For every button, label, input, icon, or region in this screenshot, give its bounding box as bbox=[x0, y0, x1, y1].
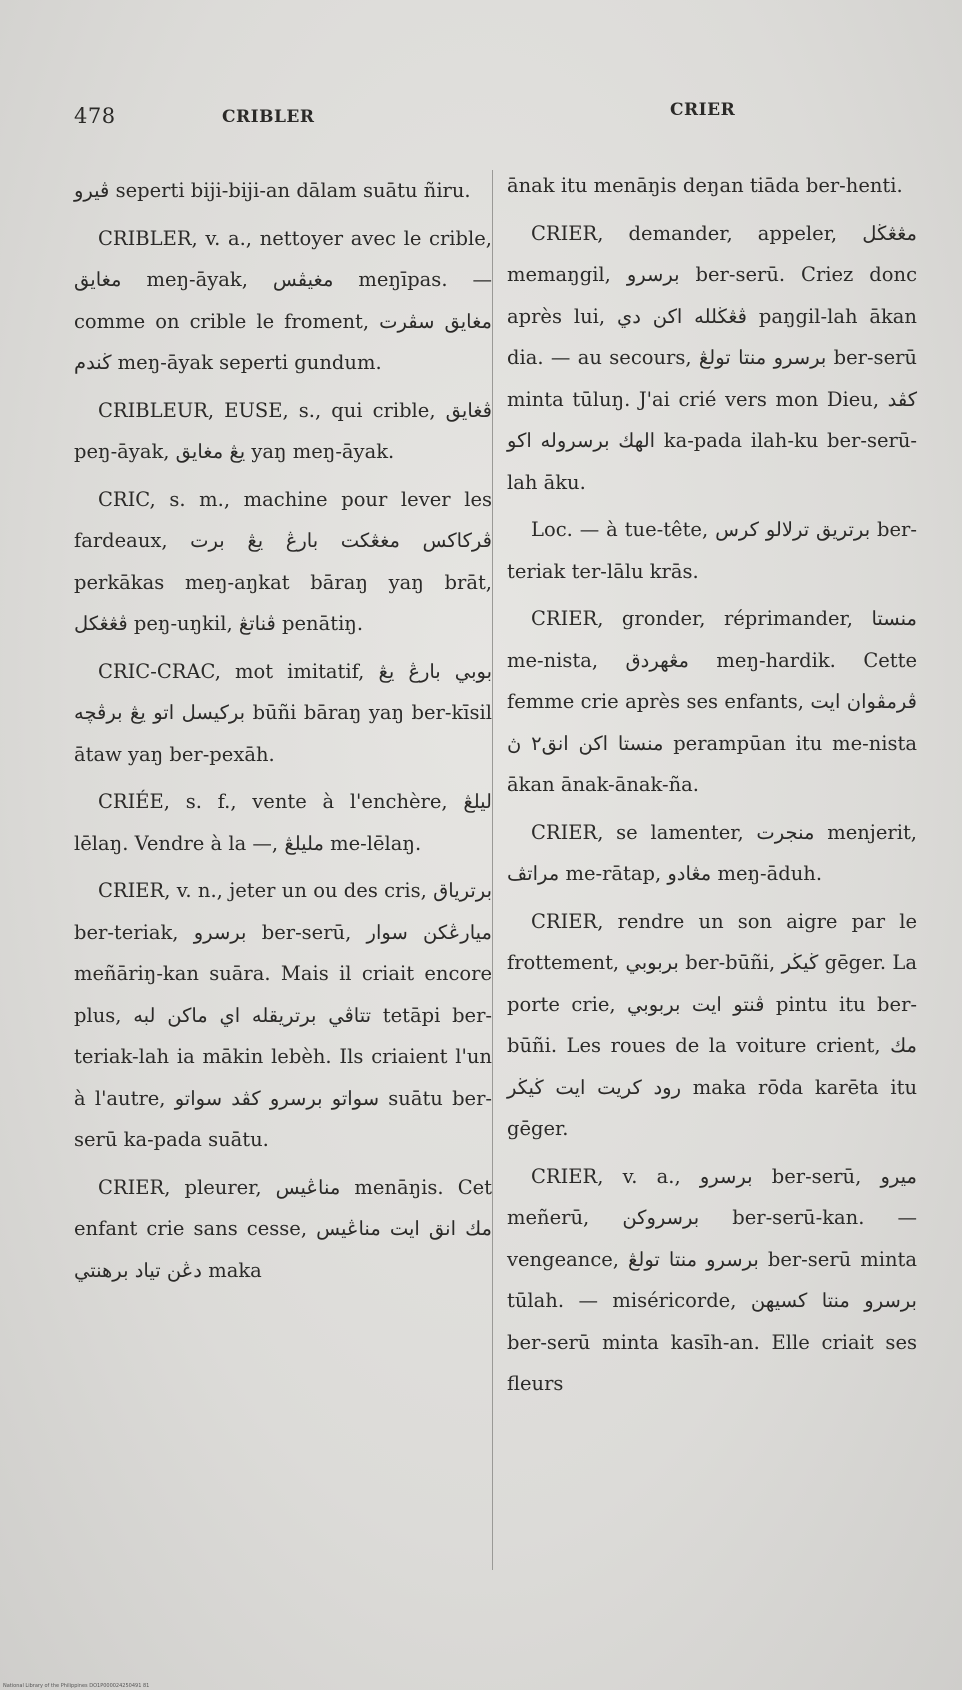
dictionary-entry: CRIBLER, v. a., nettoyer avec le crible, مغايق meŋ-āyak, مغيڤس meŋīpas. — comme on crible le froment, مغايق سڤرت ڬندم meŋ-āyak seperti gundum. bbox=[74, 226, 492, 374]
dictionary-entry: CRIBLEUR, EUSE, s., qui crible, ڤغايق peŋ-āyak, يڠ مغايق yaŋ meŋ-āyak. bbox=[74, 398, 492, 463]
right-column bbox=[507, 165, 917, 1411]
dictionary-entry: CRIC, s. m., machine pour lever les fardeaux, ڤرکاکس مغڠکت بارڠ يڠ برت perkākas meŋ-aŋkat bāraŋ yaŋ brāt, ڤڠڠکل peŋ-uŋkil, ڤناتڠ penātiŋ. bbox=[74, 487, 492, 635]
dictionary-entry: CRIER, pleurer, مناڠيس menāŋis. Cet enfant crie sans cesse, مك انق ايت مناڠيس دڠن تياد برهنتي maka bbox=[74, 1175, 492, 1282]
dictionary-entry: CRIÉE, s. f., vente à l'enchère, ليلڠ lēlaŋ. Vendre à la —, مليلڠ me-lēlaŋ. bbox=[74, 790, 492, 855]
running-head-left: CRIBLER bbox=[222, 107, 315, 127]
left-column bbox=[74, 170, 492, 1297]
dictionary-entry: CRIER, v. n., jeter un ou des cris, برترياق ber-teriak, برسرو ber-serū, ميارڠکن سوار meñāriŋ-kan suāra. Mais il criait encore plus, تتاڤي برتريقله اي ماکن لبه tetāpi ber-teriak-lah ia mākin lebèh. Ils criaient l'un à l'autre, سواتو برسرو کڤد سواتو suātu ber-serū ka-pada suātu. bbox=[74, 879, 493, 1151]
dictionary-entry: CRIER, rendre un son aigre par le frottement, بربوبي ber-būñi, ڬيڬر gēger. La porte crie, ڤنتو ايت بربوبي pintu itu ber-būñi. Les roues de la voiture crient, مك رود کريت ايت ڬيڬر maka rōda karēta itu gēger. bbox=[507, 909, 918, 1140]
column-divider bbox=[492, 170, 493, 1570]
dictionary-entry: ānak itu menāŋis deŋan tiāda ber-henti. bbox=[507, 174, 903, 197]
dictionary-entry: CRIER, demander, appeler, مڠڠڬل memaŋgil, برسرو ber-serū. Criez donc après lui, ڤڠڬلله اکن دي paŋgil-lah ākan dia. — au secours, برسرو منتا تولڠ ber-serū minta tūluŋ. J'ai crié vers mon Dieu, کڤد الهك برسروله اکو ka-pada ilah-ku ber-serū-lah āku. bbox=[507, 221, 918, 494]
dictionary-entry: CRIER, v. a., برسرو ber-serū, ميرو meñerū, برسروکن ber-serū-kan. — vengeance, برسرو منتا تولڠ ber-serū minta tūlah. — miséricorde, برسرو منتا کسيهن ber-serū minta kasīh-an. Elle criait ses fleurs bbox=[507, 1164, 917, 1395]
running-head-right: CRIER bbox=[670, 100, 736, 120]
dictionary-entry: CRIER, se lamenter, منجرت menjerit, مراتڤ me-rātap, مڠادو meŋ-āduh. bbox=[507, 820, 917, 885]
dictionary-entry: ڤيرو seperti biji-biji-an dālam suātu ñiru. bbox=[74, 179, 471, 202]
page-number: 478 bbox=[74, 104, 116, 128]
dictionary-entry: CRIC-CRAC, mot imitatif, بوبي بارڠ يڠ برکيسل اتو يڠ برڤچه būñi bāraŋ yaŋ ber-kīsil ātaw yaŋ ber-pexāh. bbox=[74, 659, 493, 766]
dictionary-entry: CRIER, gronder, réprimander, منستا me-nista, مڠهردق meŋ-hardik. Cette femme crie après ses enfants, ڤرمڤوان ايت منستا اکن انق٢ ڽ perampūan itu me-nista ākan ānak-ānak-ña. bbox=[507, 607, 917, 796]
scan-footer: National Library of the Philippines DO1P000024250491 81 bbox=[3, 1683, 150, 1689]
dictionary-entry: Loc. — à tue-tête, برتريق ترلالو کرس ber-teriak ter-lālu krās. bbox=[507, 518, 917, 583]
